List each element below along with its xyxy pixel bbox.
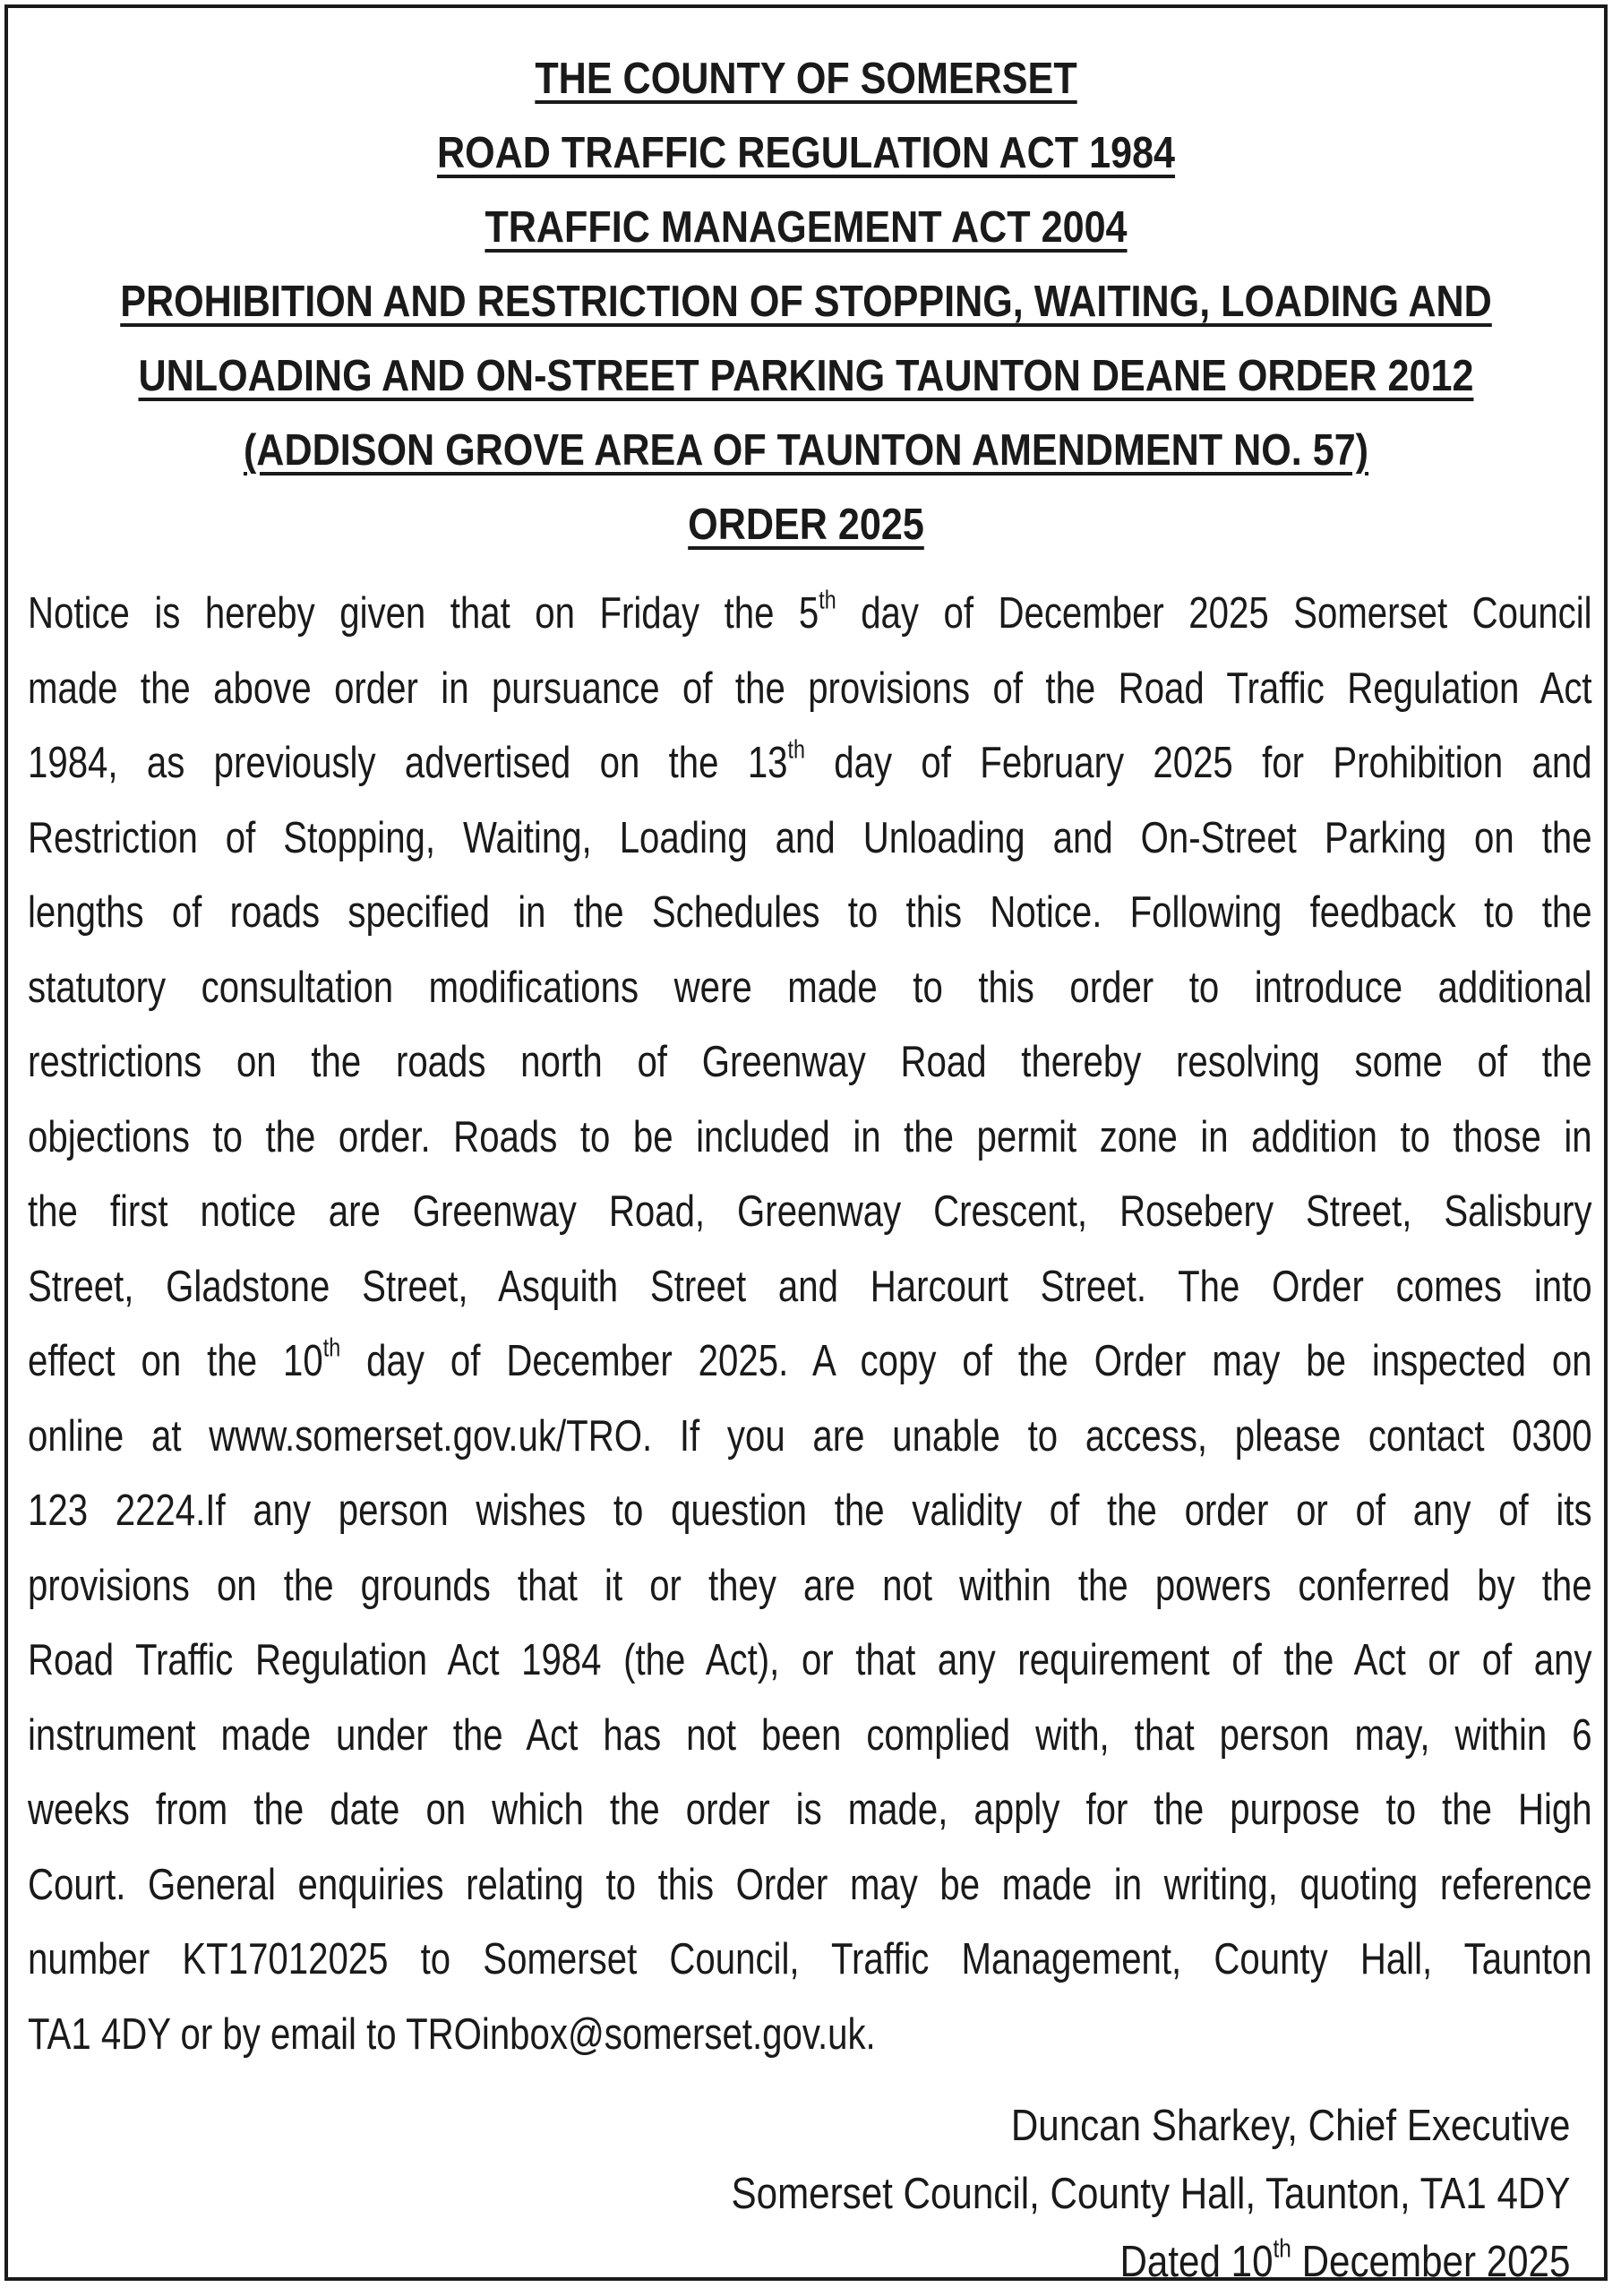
body-line: instrument made under the Act has not been complied with, that person may, within 6 bbox=[28, 1710, 1592, 1760]
heading-line-amendment: (ADDISON GROVE AREA OF TAUNTON AMENDMENT NO. 57) bbox=[243, 426, 1369, 475]
body-line: Road Traffic Regulation Act 1984 (the Act), or that any requirement of the Act or of any bbox=[28, 1636, 1592, 1684]
body-line: Notice is hereby given that on Friday the 5th day of December 2025 Somerset Council bbox=[28, 586, 1592, 638]
body-line: objections to the order. Roads to be included in the permit zone in addition to those in bbox=[28, 1112, 1592, 1161]
body-line: online at www.somerset.gov.uk/TRO. If you are unable to access, please contact 0300 bbox=[28, 1411, 1592, 1461]
body-line: statutory consultation modifications were made to this order to introduce additional bbox=[28, 963, 1592, 1012]
heading-line-unloading: UNLOADING AND ON-STREET PARKING TAUNTON DEANE ORDER 2012 bbox=[138, 352, 1474, 400]
body-line: weeks from the date on which the order is made, apply for the purpose to the High bbox=[28, 1786, 1592, 1834]
body-line: lengths of roads specified in the Schedules to this Notice. Following feedback to the bbox=[28, 888, 1592, 937]
body-line: provisions on the grounds that it or they are not within the powers conferred by the bbox=[28, 1561, 1592, 1610]
body-line: effect on the 10th day of December 2025. A copy of the Order may be inspected on bbox=[28, 1333, 1592, 1385]
body-line: TA1 4DY or by email to TROinbox@somerset.gov.uk. bbox=[28, 2009, 876, 2059]
heading-line-order-year: ORDER 2025 bbox=[688, 501, 924, 549]
public-notice bbox=[4, 4, 1608, 2286]
body-line: restrictions on the roads north of Greenway Road thereby resolving some of the bbox=[28, 1038, 1592, 1086]
heading-line-prohibition: PROHIBITION AND RESTRICTION OF STOPPING, WAITING, LOADING AND bbox=[120, 278, 1492, 326]
body-line: Court. General enquiries relating to this Order may be made in writing, quoting reference bbox=[28, 1860, 1592, 1909]
notice-heading bbox=[120, 42, 1493, 562]
signatory-name-title: Duncan Sharkey, Chief Executive bbox=[1010, 2102, 1570, 2150]
body-line: made the above order in pursuance of the provisions of the Road Traffic Regulation Act bbox=[28, 664, 1592, 713]
notice-body bbox=[28, 577, 1592, 2072]
body-line: Restriction of Stopping, Waiting, Loading and Unloading and On-Street Parking on the bbox=[28, 813, 1592, 862]
signatory-address: Somerset Council, County Hall, Taunton, TA1 4DY bbox=[731, 2170, 1570, 2218]
heading-line-traffic-management-act: TRAFFIC MANAGEMENT ACT 2004 bbox=[485, 203, 1128, 252]
signature-block bbox=[731, 2092, 1570, 2296]
heading-line-road-traffic-act: ROAD TRAFFIC REGULATION ACT 1984 bbox=[436, 129, 1176, 177]
body-line: Street, Gladstone Street, Asquith Street and Harcourt Street. The Order comes into bbox=[28, 1262, 1592, 1311]
body-line: the first notice are Greenway Road, Greenway Crescent, Rosebery Street, Salisbury bbox=[28, 1187, 1592, 1236]
body-line: number KT17012025 to Somerset Council, Traffic Management, County Hall, Taunton bbox=[28, 1935, 1592, 1983]
heading-line-county: THE COUNTY OF SOMERSET bbox=[535, 55, 1077, 103]
body-line: 1984, as previously advertised on the 13th day of February 2025 for Prohibition and bbox=[28, 735, 1592, 787]
body-line: 123 2224.If any person wishes to question the validity of the order or of any of its bbox=[28, 1486, 1592, 1535]
dated-line: Dated 10th December 2025 bbox=[1119, 2234, 1570, 2286]
